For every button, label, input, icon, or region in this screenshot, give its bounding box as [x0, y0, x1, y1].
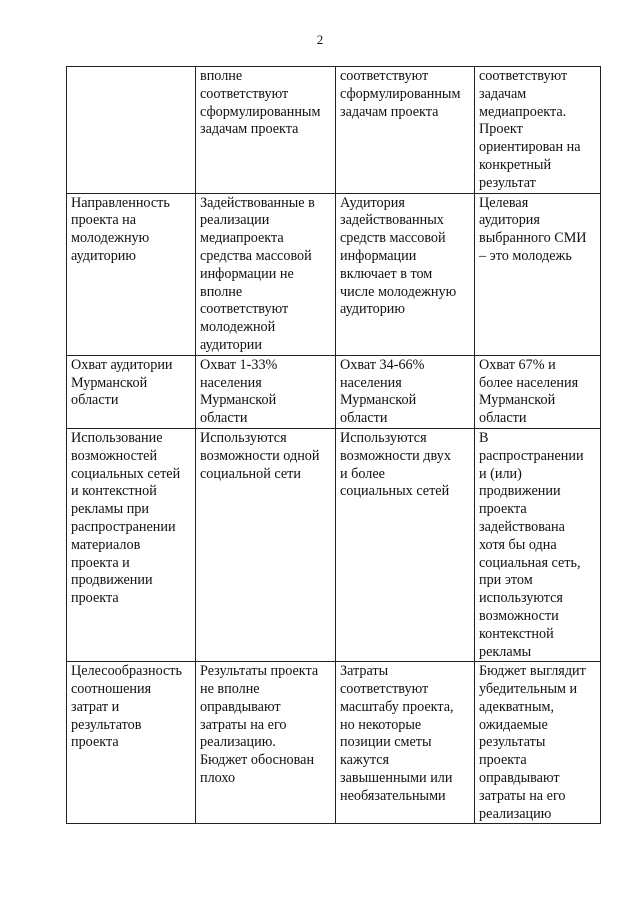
table-row [67, 428, 601, 661]
table-row [67, 355, 601, 428]
criterion-cell: Использование возможностей социальных сетей и контекстной рекламы при распространении материалов проекта и продвижении проекта [67, 428, 196, 661]
page-number: 2 [316, 32, 324, 47]
score-high-cell: В распространении и (или) продвижении проекта задействована хотя бы одна социальная сеть, при этом используются возможности контекстной рекламы [475, 428, 601, 661]
score-medium-cell: Затраты соответствуют масштабу проекта, но некоторые позиции сметы кажутся завышенными или необязательными [336, 662, 475, 824]
criterion-cell: Целесообразность соотношения затрат и результатов проекта [67, 662, 196, 824]
criterion-cell [67, 67, 196, 194]
score-high-cell: Бюджет выглядит убедительным и адекватным, ожидаемые результаты проекта оправдывают затраты на его реализацию [475, 662, 601, 824]
score-low-cell: Результаты проекта не вполне оправдывают затраты на его реализацию. Бюджет обоснован плохо [196, 662, 336, 824]
evaluation-criteria-table [66, 66, 601, 824]
score-high-cell: Целевая аудитория выбранного СМИ – это молодежь [475, 193, 601, 355]
score-high-cell: Охват 67% и более населения Мурманской области [475, 355, 601, 428]
score-medium-cell: Охват 34-66% населения Мурманской области [336, 355, 475, 428]
criterion-cell: Охват аудитории Мурманской области [67, 355, 196, 428]
score-medium-cell: Используются возможности двух и более социальных сетей [336, 428, 475, 661]
score-low-cell: вполне соответствуют сформулированным задачам проекта [196, 67, 336, 194]
criterion-cell: Направленность проекта на молодежную аудиторию [67, 193, 196, 355]
score-low-cell: Задействованные в реализации медиапроекта средства массовой информации не вполне соответствуют молодежной аудитории [196, 193, 336, 355]
score-medium-cell: Аудитория задействованных средств массовой информации включает в том числе молодежную аудиторию [336, 193, 475, 355]
score-low-cell: Используются возможности одной социальной сети [196, 428, 336, 661]
score-low-cell: Охват 1-33% населения Мурманской области [196, 355, 336, 428]
table-row [67, 662, 601, 824]
score-high-cell: соответствуют задачам медиапроекта. Проект ориентирован на конкретный результат [475, 67, 601, 194]
table-row [67, 193, 601, 355]
table-row [67, 67, 601, 194]
score-medium-cell: соответствуют сформулированным задачам проекта [336, 67, 475, 194]
